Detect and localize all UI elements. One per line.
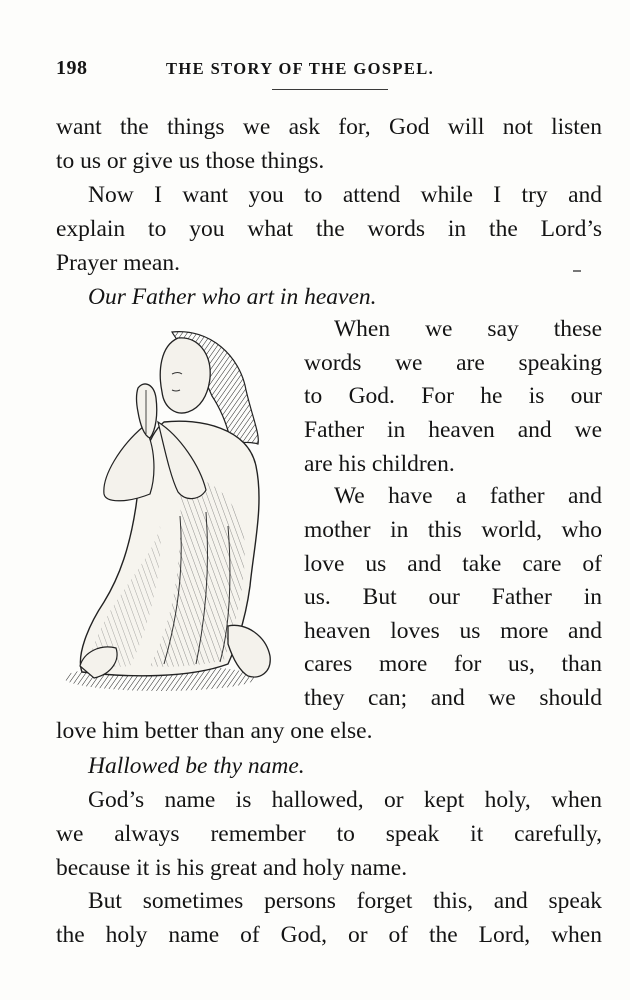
text-line: are his children. [304, 451, 455, 477]
text-line: We have a father and [334, 483, 602, 509]
text-line: because it is his great and holy name. [56, 855, 408, 881]
text-line: God’s name is hallowed, or kept holy, when [88, 787, 602, 813]
text-line: But sometimes persons forget this, and speak [88, 888, 602, 914]
text-line: love him better than any one else. [56, 718, 373, 744]
text-line: want the things we ask for, God will not listen [56, 114, 602, 140]
prayer-heading: Hallowed be thy name. [88, 753, 305, 779]
praying-child-engraving-icon [60, 326, 284, 704]
text-line: heaven loves us more and [304, 618, 602, 644]
text-line: Father in heaven and we [304, 417, 602, 443]
header-rule [272, 89, 388, 90]
text-line: words we are speaking [304, 350, 602, 376]
text-line: us. But our Father in [304, 584, 602, 610]
text-line: we always remember to speak it carefully, [56, 821, 602, 847]
text-line: they can; and we should [304, 685, 602, 711]
text-line: love us and take care of [304, 551, 602, 577]
text-line: explain to you what the words in the Lord’s [56, 216, 602, 242]
text-line: to us or give us those things. [56, 148, 325, 174]
text-line: When we say these [334, 316, 602, 342]
running-title: THE STORY OF THE GOSPEL. [166, 59, 435, 78]
text-line: to God. For he is our [304, 383, 602, 409]
prayer-heading: Our Father who art in heaven. [88, 284, 377, 310]
text-line: mother in this world, who [304, 517, 602, 543]
text-line: the holy name of God, or of the Lord, when [56, 922, 602, 948]
margin-mark [573, 270, 581, 272]
page-number: 198 [56, 57, 88, 79]
text-line: Now I want you to attend while I try and [88, 182, 602, 208]
text-line: cares more for us, than [304, 651, 602, 677]
text-line: Prayer mean. [56, 250, 180, 276]
